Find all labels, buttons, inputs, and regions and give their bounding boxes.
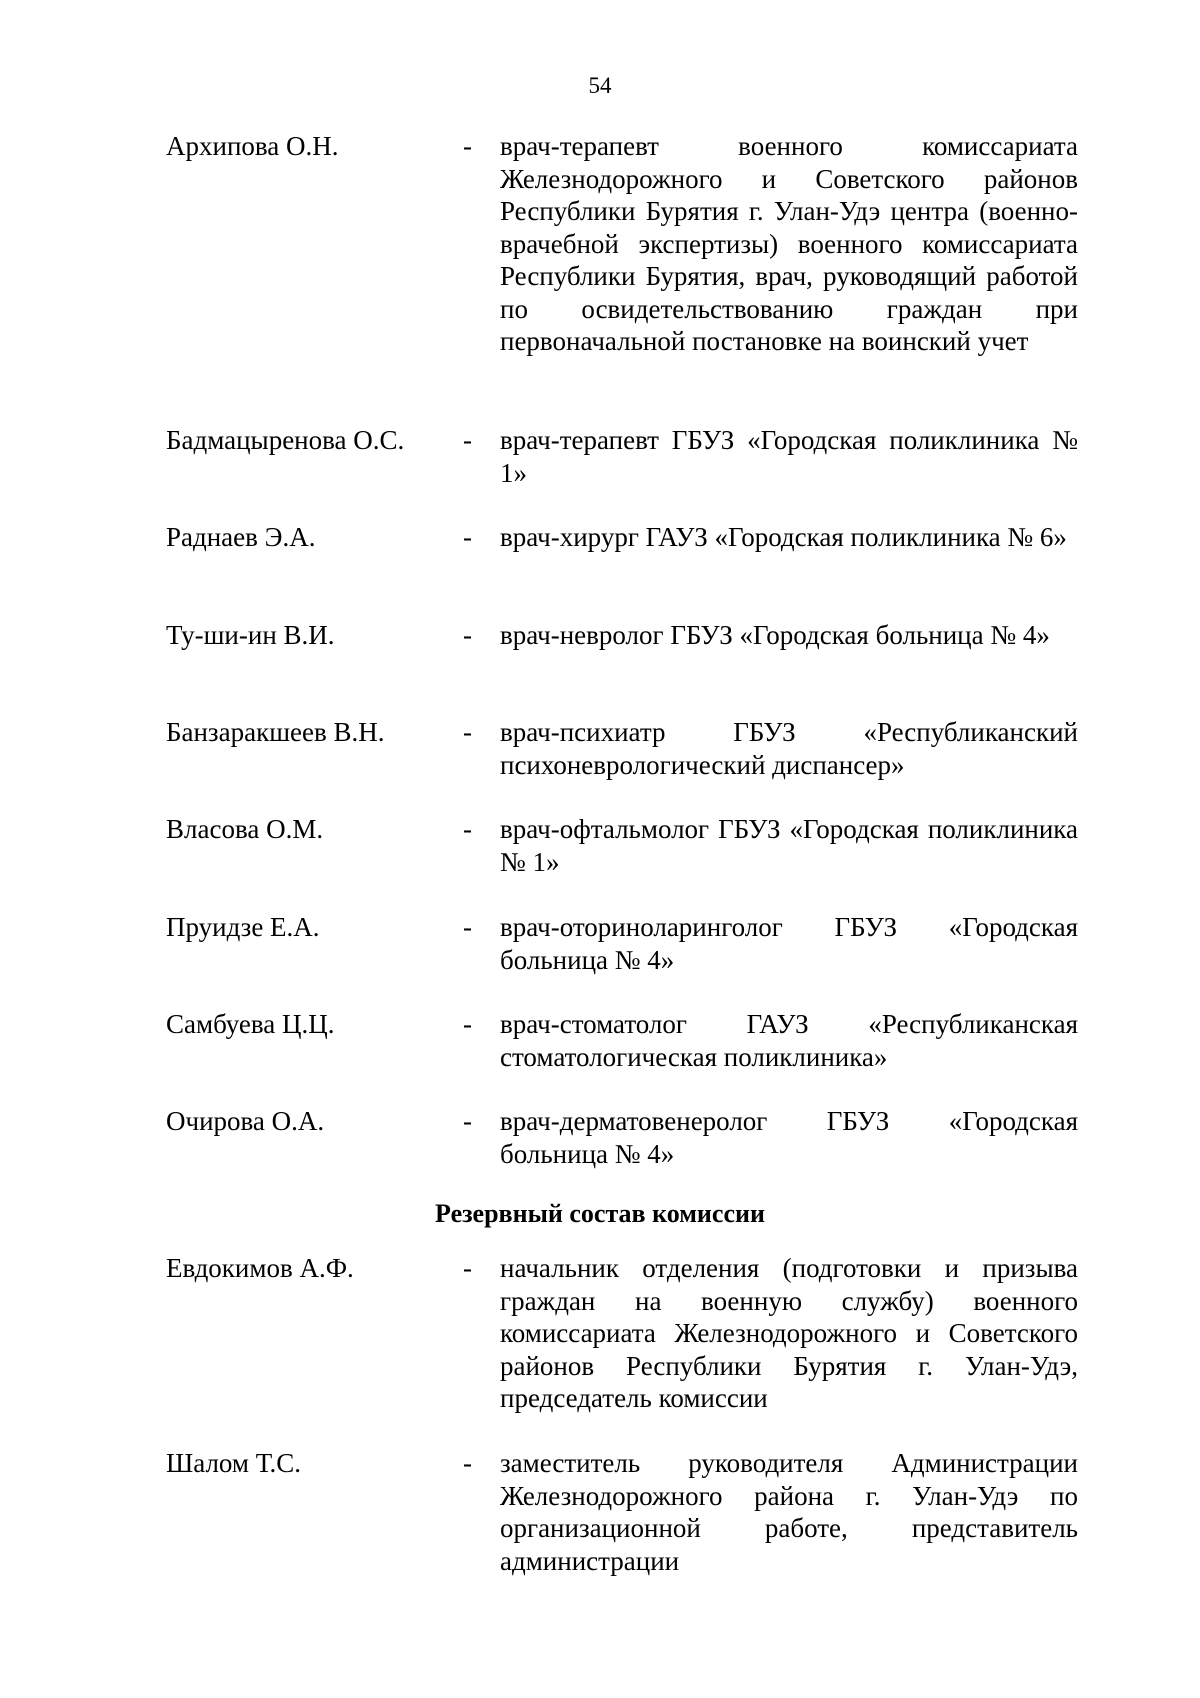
separator-dash: - [463,1448,472,1478]
member-position: врач-невролог ГБУЗ «Городская больница № 4» [500,620,1050,650]
separator-dash: - [463,522,472,552]
reserve-section-title: Резервный состав комиссии [435,1199,765,1228]
member-name: Пруидзе Е.А. [166,912,320,942]
member-position: заместитель руководителя Администрации Железнодорожного района г. Улан-Удэ по организационной работе, представитель администрации [500,1448,1078,1576]
separator-dash: - [463,814,472,844]
separator-dash: - [463,717,472,747]
separator-dash: - [463,620,472,650]
member-name: Власова О.М. [166,814,324,844]
member-position: врач-психиатр ГБУЗ «Республиканский психоневрологический диспансер» [500,717,1078,780]
member-name: Шалом Т.С. [166,1448,302,1478]
member-position: начальник отделения (подготовки и призыва граждан на военную службу) военного комиссариата Железнодорожного и Советского районов Республики Бурятия г. Улан-Удэ, председатель комиссии [500,1253,1078,1413]
member-name: Очирова О.А. [166,1106,325,1136]
member-position: врач-стоматолог ГАУЗ «Республиканская стоматологическая поликлиника» [500,1009,1078,1072]
member-name: Раднаев Э.А. [166,522,316,552]
separator-dash: - [463,1009,472,1039]
member-name: Архипова О.Н. [166,131,339,161]
member-name: Бадмацыренова О.С. [166,425,405,455]
member-position: врач-терапевт ГБУЗ «Городская поликлиника № 1» [500,425,1078,488]
member-name: Евдокимов А.Ф. [166,1253,354,1283]
page-number: 54 [588,73,612,98]
separator-dash: - [463,131,472,161]
member-position: врач-хирург ГАУЗ «Городская поликлиника № 6» [500,522,1067,552]
member-position: врач-офтальмолог ГБУЗ «Городская поликлиника № 1» [500,814,1078,877]
member-name: Самбуева Ц.Ц. [166,1009,335,1039]
separator-dash: - [463,425,472,455]
member-position: врач-дерматовенеролог ГБУЗ «Городская больница № 4» [500,1106,1078,1169]
member-name: Банзаракшеев В.Н. [166,717,385,747]
separator-dash: - [463,1106,472,1136]
member-position: врач-оториноларинголог ГБУЗ «Городская больница № 4» [500,912,1078,975]
separator-dash: - [463,1253,472,1283]
member-name: Ту-ши-ин В.И. [166,620,335,650]
member-position: врач-терапевт военного комиссариата Железнодорожного и Советского районов Республики Бурятия г. Улан-Удэ центра (военно-врачебной экспертизы) военного комиссариата Республики Бурятия, врач, руководящий работой по освидетельствованию граждан при первоначальной постановке на воинский учет [500,131,1078,356]
separator-dash: - [463,912,472,942]
